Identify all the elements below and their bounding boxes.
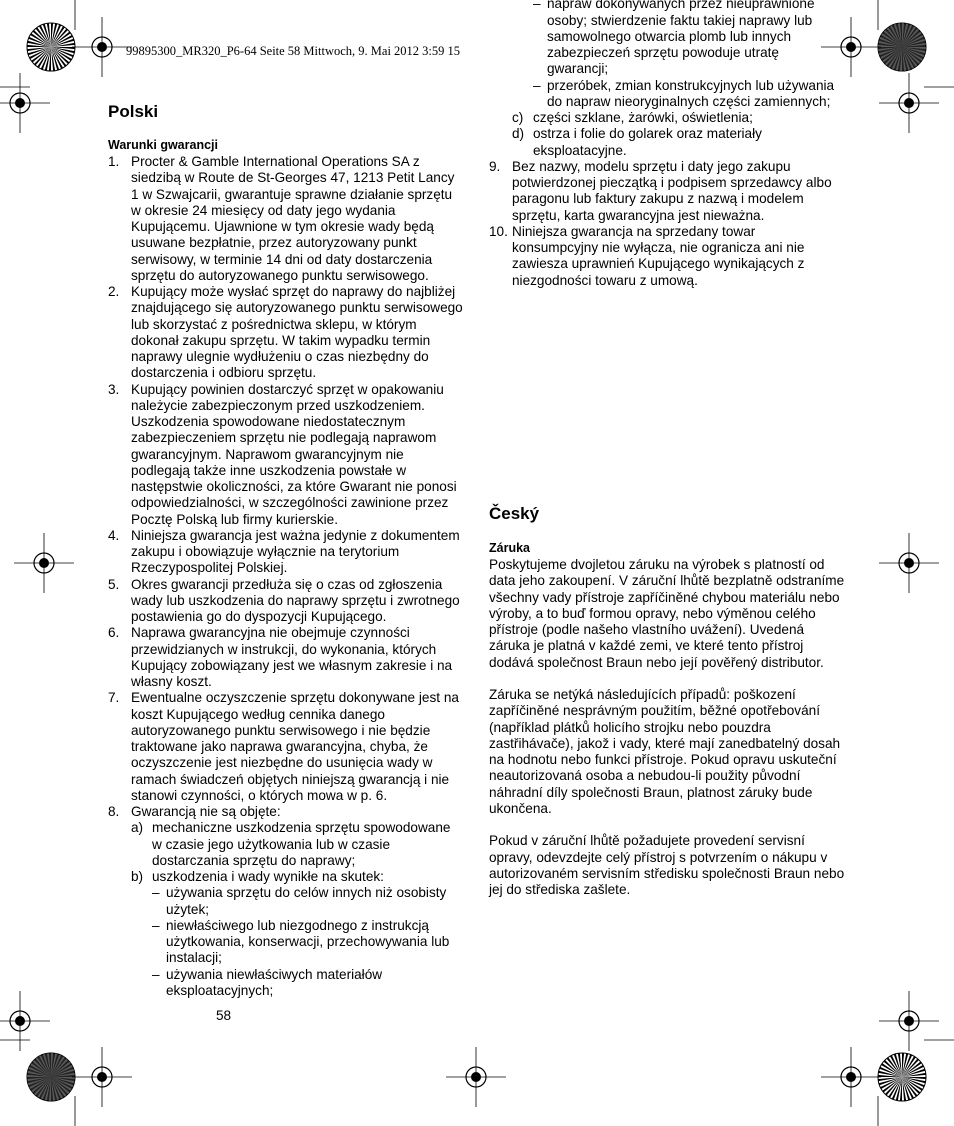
item-number: 4. [108, 527, 120, 543]
registration-mark-icon [0, 991, 50, 1051]
dash-item: – używania niewłaściwych materiałów eksploatacyjnych; [152, 966, 383, 998]
item-text: Kupujący może wysłać sprzęt do naprawy do najbliżej znajdującego się autoryzowanego punktu serwisowego lub skorzystać z pośrednictwa sklepu, w którym dokonał zakupu sprzętu. W takim wypadku termin naprawy ulegnie wydłużeniu o czas niezbędny do dostarczenia i odbioru sprzętu. [131, 284, 463, 381]
item-text: Niniejsza gwarancja na sprzedany towar konsumpcyjny nie wyłącza, nie ogranicza ani nie zawiesza uprawnień Kupującego wynikających z niezgodności towaru z umową. [512, 223, 805, 288]
list-item [108, 804, 463, 999]
paragraph: Záruka se netýká následujících případů: poškození zapříčiněné nesprávným použitím, běžné opotřebování (například plátků holicího strojku nebo pouzdra zastřihávače), jakož i vady, které mají zanedbatelný dosah na hodnotu nebo funkci přístroje. Pokud opravu uskuteční neautorizovaná osoba a nebudou-li použity původní náhradní díly společnosti Braun, platnost záruky bude ukončena. [489, 687, 841, 816]
dash-item: – używania sprzętu do celów innych niż osobisty użytek; [152, 885, 447, 917]
item-text: Naprawa gwarancyjna nie obejmuje czynności przewidzianych w instrukcji, do wykonania, których Kupujący zobowiązany jest we własnym zakresie i na własny koszt. [131, 625, 453, 689]
item-text: Niniejsza gwarancja jest ważna jedynie z dokumentem zakupu i obowiązuje wyłącznie na terytorium Rzeczypospolitej Polskiej. [131, 527, 460, 576]
dash-item: – niewłaściwego lub niezgodnego z instrukcją użytkowania, konserwacji, przechowywania lub instalacji; [152, 917, 450, 966]
item-number: 10. [489, 223, 508, 239]
item-number: 6. [108, 625, 120, 641]
sub-item-c: c) części szklane, żarówki, oświetlenia; [512, 110, 753, 125]
warranty-text-cz [489, 557, 847, 898]
paragraph: Poskytujeme dvojletou záruku na výrobek s platností od data jeho zakoupení. V záruční lhůtě bezplatně odstraníme všechny vady přístroje zapříčiněné chybou materiálu nebo výroby, a to buď formou opravy, nebo výměnou celého přístroje (podle našeho vlastního uvážení). Uvedená záruka je platná v každé zemi, ve které tento přístroj dodává společnost Braun nebo její pověřený distributor. [489, 557, 845, 670]
item-number: 5. [108, 576, 120, 592]
item-number: 2. [108, 284, 120, 299]
registration-mark-icon [879, 73, 939, 133]
item-number: 1. [108, 154, 120, 169]
sub-item-b-continued [489, 0, 843, 110]
registration-mark-icon [72, 1047, 132, 1107]
section-title-polski: Polski [108, 102, 159, 121]
sub-item-a: a) mechaniczne uszkodzenia sprzętu spowodowane w czasie jego użytkowania lub w czasie dostarczania sprzętu do naprawy; [131, 820, 451, 868]
list-item [489, 224, 843, 289]
sub-item-b-dash-list [152, 885, 463, 999]
item-number: 8. [108, 804, 120, 819]
warranty-list-pl [108, 154, 463, 999]
subtitle-warunki-gwarancji: Warunki gwarancji [108, 138, 218, 152]
section-title-cesky: Český [489, 504, 540, 523]
paragraph: Pokud v záruční lhůtě požadujete provedení servisní opravy, odevzdejte celý přístroj s potvrzením o nákupu v autorizovaném servisním středisku společnosti Braun nebo jej do střediska zašlete. [489, 833, 845, 897]
list-item [108, 284, 463, 382]
item-text: Kupujący powinien dostarczyć sprzęt w opakowaniu należycie zabezpieczonym przed uszkodzeniem. Uszkodzenia spowodowane niedostatecznym zabezpieczeniem sprzętu nie podlegają naprawom gwarancyjnym. Naprawom gwarancyjnym nie podlegają także inne uszkodzenia powstałe w następstwie okoliczności, za które Gwarant nie ponosi odpowiedzialności, w szczególności zawinione przez Pocztę Polską lub firmy kurierskie. [131, 381, 457, 527]
page-number: 58 [216, 1008, 232, 1023]
list-item [108, 625, 463, 690]
item-number: 9. [489, 158, 501, 174]
starburst-mark-icon [878, 1053, 926, 1101]
item-text: Bez nazwy, modelu sprzętu i daty jego zakupu potwierdzonej pieczątką i podpisem sprzedawcy albo paragonu lub faktury zakupu z nazwą i modelem sprzętu, karta gwarancyjna jest nieważna. [512, 158, 832, 223]
dash-item: – przeróbek, zmian konstrukcyjnych lub używania do napraw nieoryginalnych części zamiennych; [533, 77, 835, 109]
registration-mark-icon [821, 1047, 881, 1107]
registration-mark-icon [446, 1047, 506, 1107]
item-number: 3. [108, 381, 120, 397]
item-text: Procter & Gamble International Operations SA z siedzibą w Route de St-Georges 47, 1213 Petit Lancy 1 w Szwajcarii, gwarantuje sprawne działanie sprzętu w okresie 24 miesięcy od daty jego wydania Kupującemu. Ujawnione w tym okresie wady będą usuwane bezpłatnie, przez autoryzowany punkt serwisowy, w terminie 14 dni od daty dostarczenia sprzętu do autoryzowanego punktu serwisowego. [131, 154, 455, 283]
registration-mark-icon [879, 533, 939, 593]
list-item [108, 690, 463, 804]
item-text: Gwarancją nie są objęte: [131, 804, 281, 819]
print-info-header: 99895300_MR320_P6-64 Seite 58 Mittwoch, 9. Mai 2012 3:59 15 [126, 44, 461, 58]
registration-mark-icon [879, 991, 939, 1051]
list-item [489, 159, 843, 224]
starburst-mark-icon [27, 23, 75, 71]
list-item [108, 382, 463, 528]
starburst-mark-icon [27, 1053, 75, 1101]
starburst-mark-icon [878, 23, 926, 71]
sub-item-d: d) ostrza i folie do golarek oraz materiały eksploatacyjne. [512, 126, 762, 158]
item-text: Okres gwarancji przedłuża się o czas od zgłoszenia wady lub uszkodzenia do naprawy sprzętu i zwrotnego postawienia go do dyspozycji Kupującego. [131, 576, 460, 624]
warranty-list-pl-continued [489, 0, 843, 289]
list-item [108, 154, 463, 284]
registration-mark-icon [0, 73, 50, 133]
dash-item: – napraw dokonywanych przez nieuprawnione osoby; stwierdzenie faktu takiej naprawy lub samowolnego otwarcia plomb lub innych zabezpieczeń sprzętu powoduje utratę gwarancji; [533, 0, 815, 77]
list-item [108, 577, 463, 626]
item-number: 7. [108, 690, 120, 706]
item-8-sublist [131, 820, 463, 999]
registration-mark-icon [72, 17, 132, 77]
registration-mark-icon [14, 533, 74, 593]
list-item [108, 528, 463, 577]
sub-item-b: b) uszkodzenia i wady wynikłe na skutek: – używania sprzętu do celów innych niż osobisty użytek; – niewłaściwego lub niezgodnego z instrukcją użytkowania, konserwacji, przechowywania lub instalacji; – używania niewłaściwych materiałów eksploatacyjnych; [131, 869, 463, 999]
subtitle-zaruka: Záruka [489, 541, 530, 555]
item-text: Ewentualne oczyszczenie sprzętu dokonywane jest na koszt Kupującego według cennika danego autoryzowanego punktu serwisowego i nie będzie traktowane jako naprawa gwarancyjna, chyba, że oczyszczenie jest niezbędne do usunięcia wady w ramach świadczeń objętych niniejszą gwarancją i nie stanowi czynności, o których mowa w p. 6. [131, 690, 459, 803]
